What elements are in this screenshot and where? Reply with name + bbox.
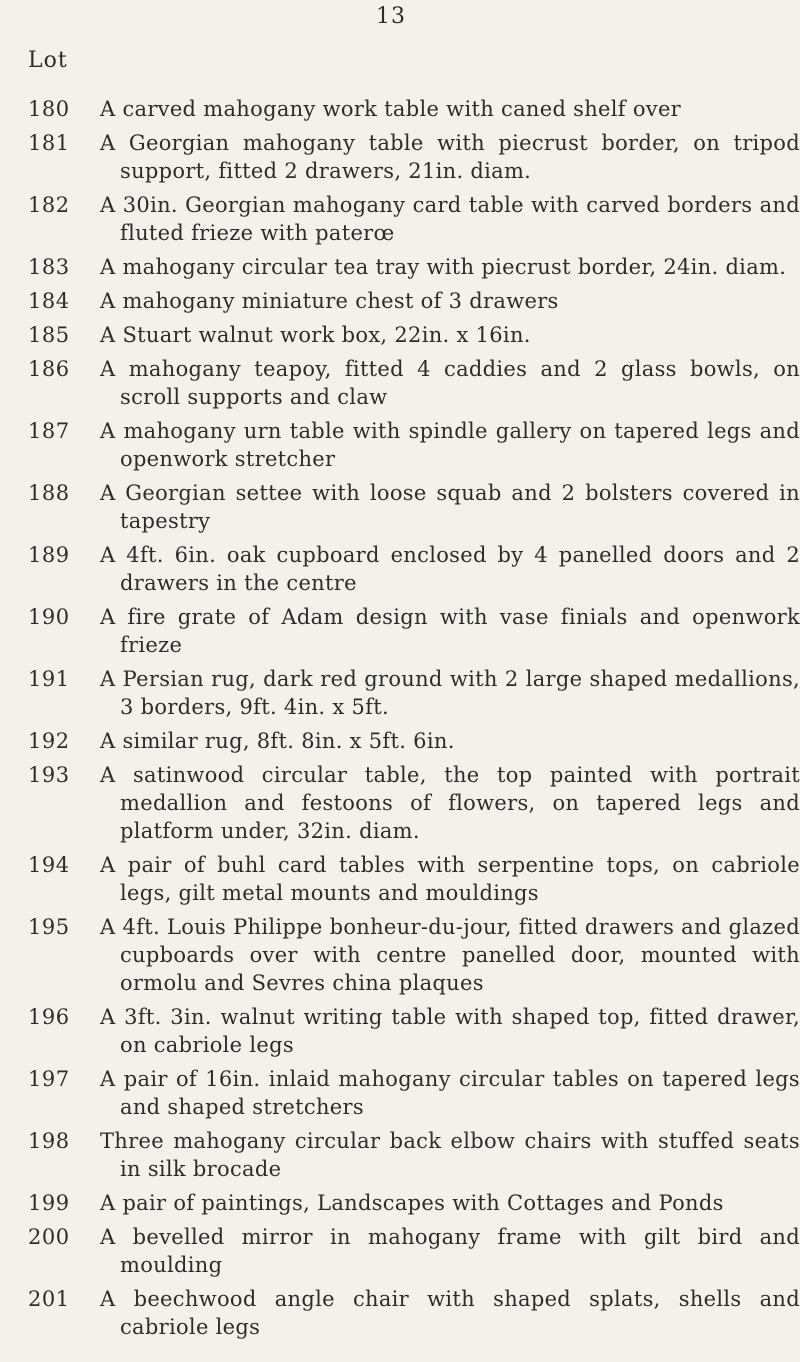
lot-entry <box>0 417 800 473</box>
lot-description: A fire grate of Adam design with vase finials and openwork frieze <box>100 605 800 657</box>
lot-entry <box>0 321 800 349</box>
lot-entry <box>0 1127 800 1183</box>
lot-entry <box>0 913 800 997</box>
lot-number: 190 <box>28 605 70 629</box>
lot-entry <box>0 1189 800 1217</box>
lot-entry <box>0 95 800 123</box>
lot-number: 196 <box>28 1005 70 1029</box>
lot-description: A Stuart walnut work box, 22in. x 16in. <box>100 323 531 347</box>
lot-entry <box>0 727 800 755</box>
lot-number: 193 <box>28 763 70 787</box>
lot-number: 183 <box>28 255 70 279</box>
lot-number: 199 <box>28 1191 70 1215</box>
lot-number: 182 <box>28 193 70 217</box>
lot-description: A 4ft. 6in. oak cupboard enclosed by 4 panelled doors and 2 drawers in the centre <box>100 543 800 595</box>
lot-description: A mahogany urn table with spindle gallery on tapered legs and openwork stretcher <box>100 419 800 471</box>
lot-description: A mahogany teapoy, fitted 4 caddies and 2 glass bowls, on scroll supports and claw <box>100 357 800 409</box>
lot-number: 189 <box>28 543 70 567</box>
lot-entry <box>0 665 800 721</box>
lot-number: 188 <box>28 481 70 505</box>
lot-description: A pair of 16in. inlaid mahogany circular tables on tapered legs and shaped stretchers <box>100 1067 800 1119</box>
lot-entry <box>0 1285 800 1341</box>
lot-number: 201 <box>28 1287 70 1311</box>
lot-description: A 4ft. Louis Philippe bonheur-du-jour, fitted drawers and glazed cupboards over with centre panelled door, mounted with ormolu and Sevres china plaques <box>100 915 800 995</box>
lot-entry <box>0 603 800 659</box>
lot-number: 184 <box>28 289 70 313</box>
lot-number: 186 <box>28 357 70 381</box>
lot-description: A beechwood angle chair with shaped splats, shells and cabriole legs <box>100 1287 800 1339</box>
lot-description: A Georgian mahogany table with piecrust border, on tripod support, fitted 2 drawers, 21in. diam. <box>100 131 800 183</box>
lot-description: A bevelled mirror in mahogany frame with gilt bird and moulding <box>100 1225 800 1277</box>
lot-entry <box>0 851 800 907</box>
lot-description: A Georgian settee with loose squab and 2 bolsters covered in tapestry <box>100 481 800 533</box>
lot-number: 197 <box>28 1067 70 1091</box>
lot-description: A 30in. Georgian mahogany card table with carved borders and fluted frieze with paterœ <box>100 193 800 245</box>
lot-number: 185 <box>28 323 70 347</box>
lot-description: A 3ft. 3in. walnut writing table with shaped top, fitted drawer, on cabriole legs <box>100 1005 800 1057</box>
lot-description: Three mahogany circular back elbow chairs with stuffed seats in silk brocade <box>100 1129 800 1181</box>
lot-entry <box>0 1065 800 1121</box>
lot-description: A mahogany miniature chest of 3 drawers <box>100 289 559 313</box>
lot-number: 181 <box>28 131 70 155</box>
lot-entry <box>0 355 800 411</box>
lot-entry <box>0 1223 800 1279</box>
lot-column-header: Lot <box>28 48 68 73</box>
lot-number: 187 <box>28 419 70 443</box>
lot-number: 192 <box>28 729 70 753</box>
lot-description: A similar rug, 8ft. 8in. x 5ft. 6in. <box>100 729 455 753</box>
lot-description: A satinwood circular table, the top painted with portrait medallion and festoons of flowers, on tapered legs and platform under, 32in. diam. <box>100 763 800 843</box>
lot-description: A mahogany circular tea tray with piecrust border, 24in. diam. <box>100 255 787 279</box>
lot-description: A pair of paintings, Landscapes with Cottages and Ponds <box>100 1191 724 1215</box>
lot-entry <box>0 129 800 185</box>
lot-entry <box>0 253 800 281</box>
lot-list <box>0 95 800 1347</box>
lot-number: 198 <box>28 1129 70 1153</box>
lot-number: 191 <box>28 667 70 691</box>
page-number: 13 <box>376 4 406 29</box>
lot-description: A Persian rug, dark red ground with 2 large shaped medallions, 3 borders, 9ft. 4in. x 5ft. <box>100 667 800 719</box>
lot-entry <box>0 1003 800 1059</box>
lot-number: 200 <box>28 1225 70 1249</box>
lot-number: 194 <box>28 853 70 877</box>
lot-entry <box>0 479 800 535</box>
lot-entry <box>0 287 800 315</box>
lot-description: A carved mahogany work table with caned shelf over <box>100 97 682 121</box>
lot-entry <box>0 541 800 597</box>
lot-entry <box>0 191 800 247</box>
lot-number: 180 <box>28 97 70 121</box>
lot-number: 195 <box>28 915 70 939</box>
lot-description: A pair of buhl card tables with serpentine tops, on cabriole legs, gilt metal mounts and mouldings <box>100 853 800 905</box>
lot-entry <box>0 761 800 845</box>
